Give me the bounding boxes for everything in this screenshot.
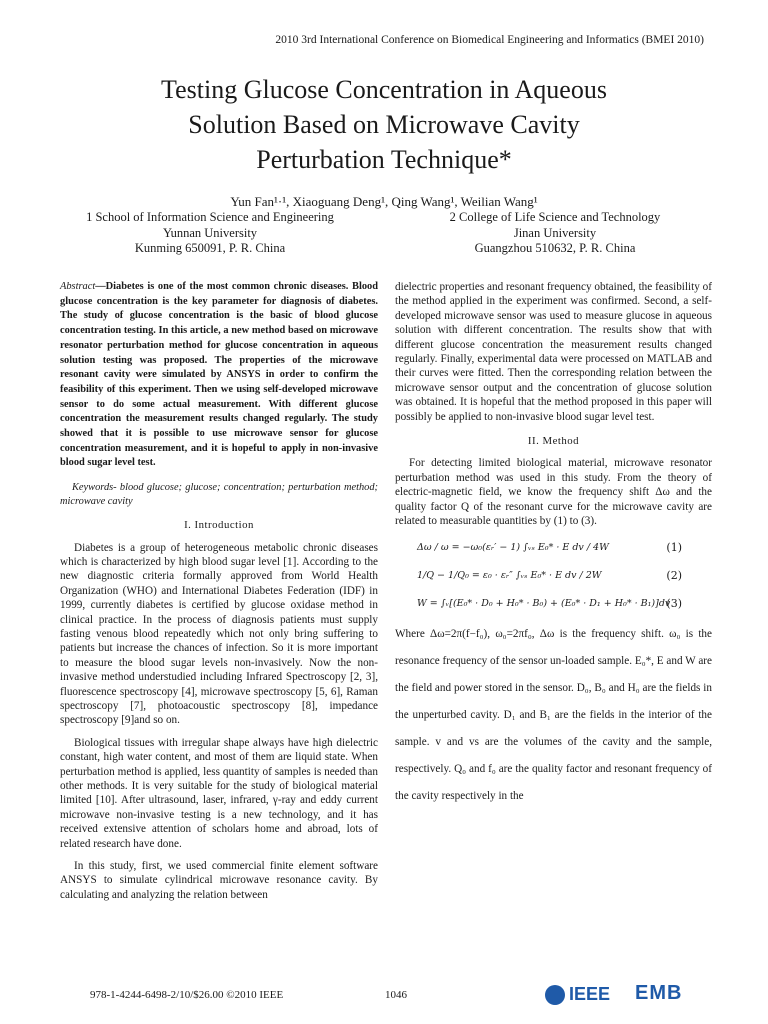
intro-continuation: dielectric properties and resonant frequency obtained, the feasibility of the method applied in the experiment was confirmed. Second, a self-developed microwave sensor was used to measure glucose in aqueous solution with different concentration. The results show that with different glucose concentration the measurement results changed regularly. Finally, experimental data were processed on MATLAB and their curves were fitted. Then the corresponding relation between the microwave sensor output and the concentration of glucose solution was obtained. It is hopeful that the method proposed in this paper will possibly be applied to non-invasive blood sugar level test. — [395, 281, 712, 423]
equation-formula: W = ∫ᵥ[(E₀* · D₀ + H₀* · B₀) + (E₀* · D₁ + H₀* · B₁)]dv — [417, 597, 671, 609]
equation-1 — [395, 537, 712, 561]
equation-number: (2) — [666, 568, 682, 582]
affiliation-2 — [425, 210, 685, 257]
variable-definitions: Where Δω=2π(f−f₀), ω₀=2πf₀, Δω is the frequency shift. ω₀ is the resonance frequency of the sensor un-loaded sample. E₀*, E and W are the field and power stored in the sensor. D₀, B₀ and H₀ are the fields in the unperturbed cavity. D₁ and B₁ are the fields in the interior of the sample. v and vs are the volumes of the cavity and the sample, respectively. Q₀ and f₀ are the quality factor and resonant frequency of the cavity respectively in the — [395, 627, 712, 802]
equation-number: (1) — [666, 540, 682, 554]
abstract-label: Abstract — [60, 281, 96, 292]
abstract-text: —Diabetes is one of the most common chronic diseases. Blood glucose concentration is the key parameter for diagnosis of diabetes. The study of glucose concentration is the basic of blood glucose concentration testing. In this article, a new method based on microwave resonator perturbation method for glucose concentration in aqueous solution testing was proposed. The properties of the microwave resonant cavity were simulated by ANSYS in order to confirm the feasibility of this experiment. Then we using self-developed microwave sensor to do some actual measurement. With different glucose concentration the measurement results changed regularly. The study showed that it is possible to use microwave sensor for glucose concentration measurement, and it is hopeful to apply in non-invasive blood sugar level test. — [60, 281, 378, 469]
affiliation-1 — [80, 210, 340, 257]
ieee-logo — [545, 984, 610, 1005]
footer-isbn: 978-1-4244-6498-2/10/$26.00 ©2010 IEEE — [90, 989, 284, 1001]
affiliation-line: Guangzhou 510632, P. R. China — [474, 241, 636, 255]
ieee-wordmark: IEEE — [569, 984, 611, 1004]
equation-3 — [395, 593, 712, 617]
affiliation-line: 1 School of Information Science and Engineering — [86, 210, 334, 224]
section-heading-method: II. Method — [527, 435, 580, 448]
right-column — [395, 280, 712, 810]
affiliation-line: Jinan University — [513, 225, 597, 240]
keywords: Keywords- blood glucose; glucose; concentration; perturbation method; microwave cavity — [60, 482, 378, 507]
affiliation-line: Yunnan University — [162, 225, 258, 240]
ieee-globe-icon — [545, 985, 565, 1005]
title-line: Solution Based on Microwave Cavity — [188, 110, 580, 139]
equation-formula: 1/Q − 1/Q₀ = ε₀ · εᵣ″ ∫ᵥₛ E₀* · E dv / 2W — [417, 569, 602, 581]
paper-title — [0, 72, 768, 177]
page-number: 1046 — [385, 989, 407, 1001]
intro-paragraph: In this study, first, we used commercial finite element software ANSYS to simulate cylindrical microwave resonance cavity. By calculating and analyzing the relation between — [60, 860, 378, 901]
affiliation-line: Kunming 650091, P. R. China — [134, 241, 286, 255]
title-line: Perturbation Technique* — [256, 145, 512, 174]
equation-2 — [395, 565, 712, 589]
title-line: Testing Glucose Concentration in Aqueous — [161, 75, 607, 104]
left-column — [60, 280, 378, 910]
emb-logo: EMB — [635, 982, 683, 1004]
affiliation-line: 2 College of Life Science and Technology — [449, 210, 661, 224]
intro-paragraph: Biological tissues with irregular shape always have high dielectric constant, high water content, and most of them are liquid state. When perturbation method is applied, less quantity of samples is needed than other methods. It is very suitable for the study of biological material limited [10]. After ultrasound, laser, infrared, γ-ray and eddy current microwave non-invasive testing is a new technology, and it has received extensive attention of scholars home and abroad, lots of related research have done. — [60, 736, 378, 850]
intro-paragraph: Diabetes is a group of heterogeneous metabolic chronic diseases which is characterized by high blood sugar level [1]. According to the new diagnostic criteria formally approved from World Health Organization (WHO) and International Diabetes Federation (IDF) in 1999, currently diabetes is certified by glucose oxidase method in clinical practice. In the process of diagnosis patients must supply fasting venous blood repeatedly which not only bring suffering to patients but increase the chances of infection. So it is more important to measure the blood sugar levels non-invasively. Now the non-invasive method understudied including Infrared Spectroscopy [2, 3], fluorescence spectroscopy [4], microwave spectroscopy [5, 6], Raman spectroscopy [7], photoacoustic spectroscopy [8], impedance spectroscopy [9]and so on. — [60, 541, 378, 727]
conference-header: 2010 3rd International Conference on Biomedical Engineering and Informatics (BMEI 2010) — [275, 34, 704, 46]
method-paragraph: For detecting limited biological material, microwave resonator perturbation method was used in this study. From the theory of electric-magnetic field, we know the frequency shift Δω and the quality factor Q of the resonant curve for the microwave cavity are related to measurable quantities by (1) to (3). — [395, 457, 712, 528]
author-list: Yun Fan¹·¹, Xiaoguang Deng¹, Qing Wang¹, Weilian Wang¹ — [230, 194, 538, 209]
abstract — [60, 280, 378, 471]
equation-formula: Δω / ω = −ω₀(εᵣ′ − 1) ∫ᵥₛ E₀* · E dv / 4W — [417, 541, 609, 553]
equation-number: (3) — [666, 596, 682, 610]
section-heading-introduction: I. Introduction — [184, 519, 254, 532]
